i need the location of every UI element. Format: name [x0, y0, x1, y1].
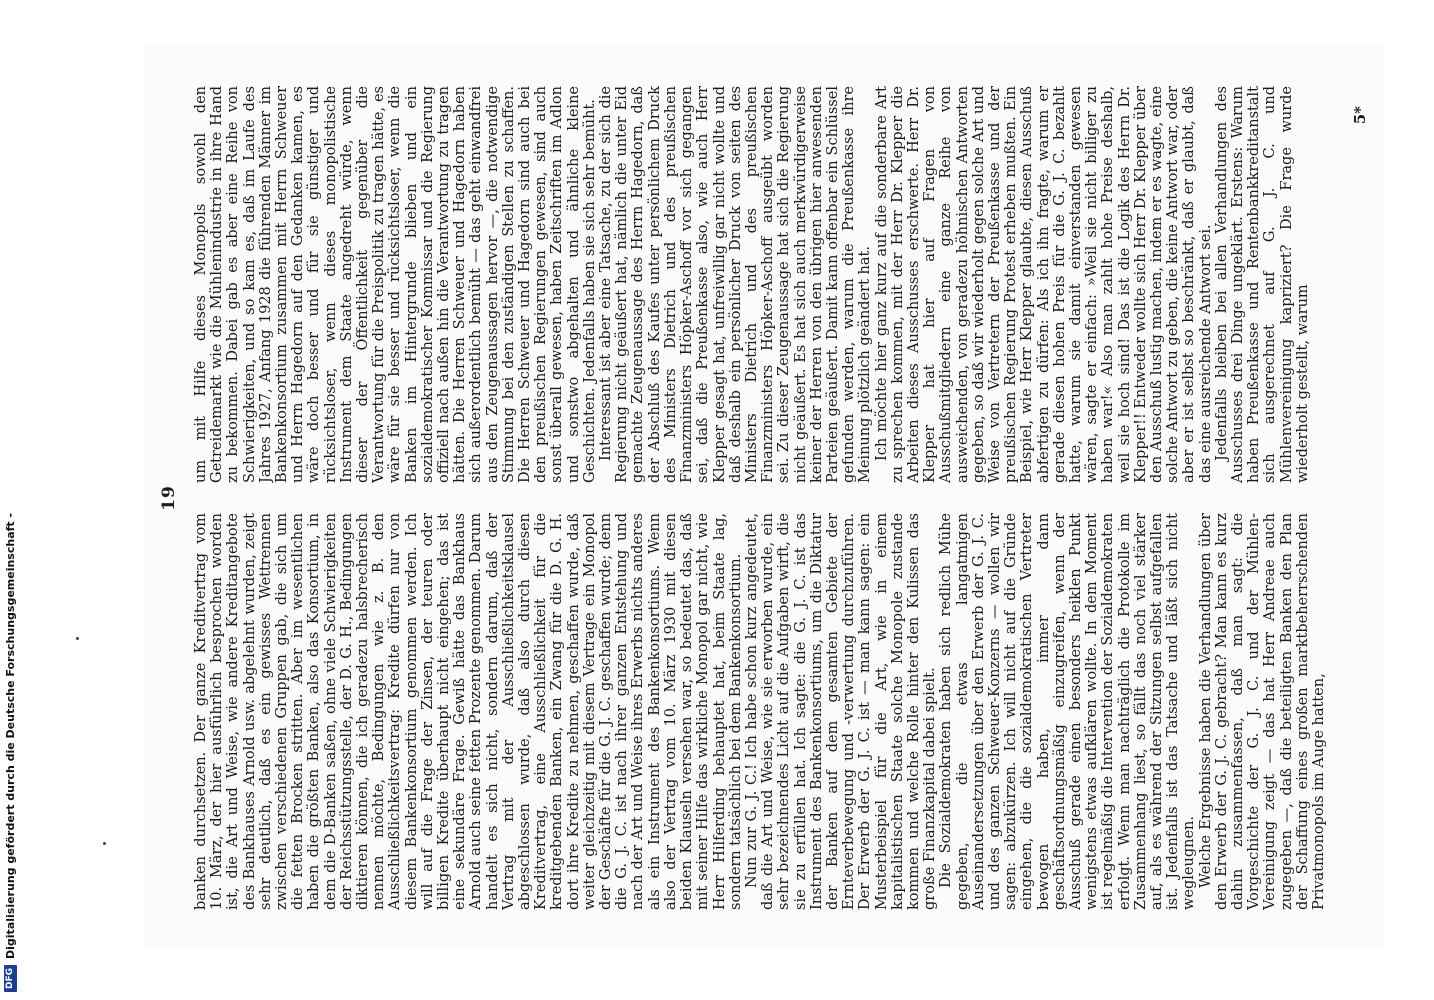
paragraph: Nun zur G. J. C.! Ich habe schon kurz angedeutet, daß die Art und Weise, wie sie erworben wurde, ein sehr bezeichnendes Licht auf die Aufgaben wirft, die sie zu erfüllen hat. Ich sagte: die G. J. C. ist das Instrument des Bankenkonsortiums, um die Diktatur der Banken auf dem gesamten Gebiete der Ernteverbewegung und -verwertung durchzuführen. Der Erwerb der G. J. C. ist — man kann sagen: ein Musterbeispiel für die Art, wie in einem kapitalistischen Staate solche Monopole zustande kommen und welche Rolle hinter den Kulissen das große Finanzkapital dabei spielt. [743, 513, 939, 910]
right-column [193, 86, 1343, 483]
paragraph: Jedenfalls bleiben bei allen Verhandlungen des Ausschusses drei Dinge ungeklärt. Erstens: Warum haben Preußenkasse und Rentenbankkreditanstalt sich ausgerechnet auf G. J. C. und Mühlenvereinigung kapriziert? Die Frage wurde wiederholt gestellt, warum [1213, 86, 1311, 483]
paragraph: um mit Hilfe dieses Monopols sowohl den Getreidemarkt wie die Mühlenindustrie in ihre Hand zu bekommen. Dabei gab es aber eine Reihe von Schwierigkeiten, und so kam es, daß im Laufe des Jahres 1927, Anfang 1928 die führenden Männer im Bankenkonsortium zusammen mit Herrn Schweuer und Herrn Hagedorn auf den Gedanken kamen, es wäre doch besser und für sie günstiger und rücksichtsloser, wenn dieses monopolistische Instrument dem Staate angedreht würde, wenn dieser der Öffentlichkeit gegenüber die Verantwortung für die Preispolitik zu tragen hätte, es wäre für sie besser und rücksichtsloser, wenn die Banken im Hintergrunde blieben und ein sozialdemokratischer Kommissar und die Regierung offiziell nach außen hin die Verantwortung zu tragen hätten. Die Herren Schweuer und Hagedorn haben sich außerordentlich bemüht — das geht einwandfrei aus den Zeugenaussagen hervor —, die notwendige Stimmung bei den zuständigen Stellen zu schaffen. Die Herren Schweuer und Hagedorn sind auch bei den preußischen Regierungen gewesen, sind auch sonst überall gewesen, haben Zeitschriften im Adlon und sonstwo abgehalten und ähnliche kleine Geschichten. Jedenfalls haben sie sich sehr bemüht. [193, 86, 598, 483]
scan-speck [76, 637, 79, 640]
paragraph: banken durchsetzen. Der ganze Kreditvertrag vom 10. März, der hier ausführlich besprochen worden ist, die Art und Weise, wie andere Kreditangebote des Bankhauses Arnold usw. abgelehnt wurden, zeigt sehr deutlich, daß es ein gewisses Wettrennen zwischen verschiedenen Gruppen gab, die sich um die fetten Brocken stritten. Aber im wesentlichen haben die größten Banken, also das Konsortium, in dem die D-Banken saßen, ohne viele Schwierigkeiten der Reichsstützungsstelle, der D. G. H., Bedingungen diktieren können, die ich geradezu halsbrecherisch nennen möchte, Bedingungen wie z. B. den Ausschließlichkeitsvertrag: Kredite dürfen nur von diesem Bankenkonsortium genommen werden. Ich will auf die Frage der Zinsen, der teuren oder billigen Kredite überhaupt nicht eingehen; das ist eine sekundäre Frage. Gewiß hätte das Bankhaus Arnold auch seine fetten Prozente genommen. Darum handelt es sich nicht, sondern darum, daß der Vertrag mit der Ausschließlichkeitsklausel abgeschlossen wurde, daß also durch diesen Kreditvertrag, eine Ausschließlichkeit für die kreditgebenden Banken, ein Zwang für die D. G. H. dort ihre Kredite zu nehmen, geschaffen wurde, daß weiter gleichzeitig mit diesem Vertrage ein Monopol der Geschäfte für die G. J. C. geschaffen wurde; denn die G. J. C. ist nach ihrer ganzen Entstehung und nach der Art und Weise ihres Erwerbs nichts anderes als ein Instrument des Bankenkonsortiums. Wenn also der Vertrag vom 10. März 1930 mit diesen beiden Klauseln versehen war, so bedeutet das, daß mit seiner Hilfe das wirkliche Monopol gar nicht, wie Herr Hilferding behauptet hat, beim Staate lag, sondern tatsächlich bei dem Bankenkonsortium. [193, 513, 744, 910]
paragraph: Welche Ergebnisse haben die Verhandlungen über den Erwerb der G. J. C. gebracht? Man kann es kurz dahin zusammenfassen, daß man sagt: die Vorgeschichte der G. J. C. und der Mühlen-Vereinigung zeigt — das hat Herr Andreae auch zugegeben —, daß die beteiligten Banken den Plan der Schaffung eines großen marktbeherrschenden Privatmonopols im Auge hatten, [1197, 513, 1328, 910]
digitization-credit [0, 0, 20, 1000]
scanned-page [145, 46, 1385, 950]
paragraph: Interessant ist aber eine Tatsache, zu der sich die Regierung nicht geäußert hat, nämlich die unter Eid gemachte Zeugenaussage des Herrn Hagedorn, daß der Abschluß des Kaufes unter persönlichem Druck des Ministers Dietrich und des preußischen Finanzministers Höpker-Aschoff vor sich gegangen sei, daß die Preußenkasse also, wie auch Herr Klepper gesagt hat, unfreiwillig gar nicht wollte und daß deshalb ein persönlicher Druck von seiten des Ministers Dietrich und des preußischen Finanzministers Höpker-Aschoff ausgeübt worden sei. Zu dieser Zeugenaussage hat sich die Regierung nicht geäußert. Es hat sich auch merkwürdigerweise keiner der Herren von den übrigen hier anwesenden Parteien geäußert. Damit kann offenbar ein Schlüssel gefunden werden, warum die Preußenkasse ihre Meinung plötzlich geändert hat. [598, 86, 874, 483]
text-columns [193, 86, 1343, 910]
page-number: 19 [159, 485, 179, 511]
rotated-page-content [145, 46, 1385, 950]
scan-speck [103, 842, 106, 845]
dfg-logo-icon: DFG [4, 965, 17, 992]
digitization-credit-bar [0, 0, 20, 1000]
left-column [193, 513, 1343, 910]
paragraph: Ich möchte hier ganz kurz auf die sonderbare Art zu sprechen kommen, mit der Herr Dr. Klepper die Arbeiten dieses Ausschusses erschwerte. Herr Dr. Klepper hat hier auf Fragen von Ausschußmitgliedern eine ganze Reihe von ausweichenden, von geradezu höhnischen Antworten gegeben, so daß wir wiederholt gegen solche Art und Weise von Vertretern der Preußenkasse und der preußischen Regierung Protest erheben mußten. Ein Beispiel, wie Herr Klepper glaubte, diesen Ausschuß abfertigen zu dürfen: Als ich ihn fragte, warum er gerade diesen hohen Preis für die G. J. C. bezahlt hatte, warum sie damit einverstanden gewesen wären, sagte er einfach: »Weil sie nicht billiger zu haben war!« Also man zahlt hohe Preise deshalb, weil sie hoch sind! Das ist die Logik des Herrn Dr. Klepper!! Entweder wollte sich Herr Dr. Klepper über den Ausschuß lustig machen, indem er es wagte, eine solche Antwort zu geben, die keine Antwort war, oder aber er ist selbst so beschränkt, daß er glaubt, daß das eine ausreichende Antwort sei. [873, 86, 1214, 483]
credit-text: Digitalisierung gefördert durch die Deutsche Forschungsgemeinschaft - [3, 512, 17, 959]
paragraph: Die Sozialdemokraten haben sich redlich Mühe gegeben, die etwas langatmigen Auseinandersetzungen über den Erwerb der G. J. C. und des ganzen Schweuer-Konzerns — wollen wir sagen: abzukürzen. Ich will nicht auf die Gründe eingehen, die die sozialdemokratischen Vertreter bewogen haben, immer dann geschäftsordnungsmäßig einzugreifen, wenn der Ausschuß gerade einen besonders heiklen Punkt wenigstens etwas aufklären wollte. In dem Moment ist regelmäßig die Intervention der Sozialdemokraten erfolgt. Wenn man nachträglich die Protokolle im Zusammenhang liest, so fällt das noch viel stärker auf, als es während der Sitzungen selbst aufgefallen ist. Jedenfalls ist das Tatsache und läßt sich nicht wegleugnen. [938, 513, 1198, 910]
printer-signature: 5* [1351, 106, 1369, 125]
